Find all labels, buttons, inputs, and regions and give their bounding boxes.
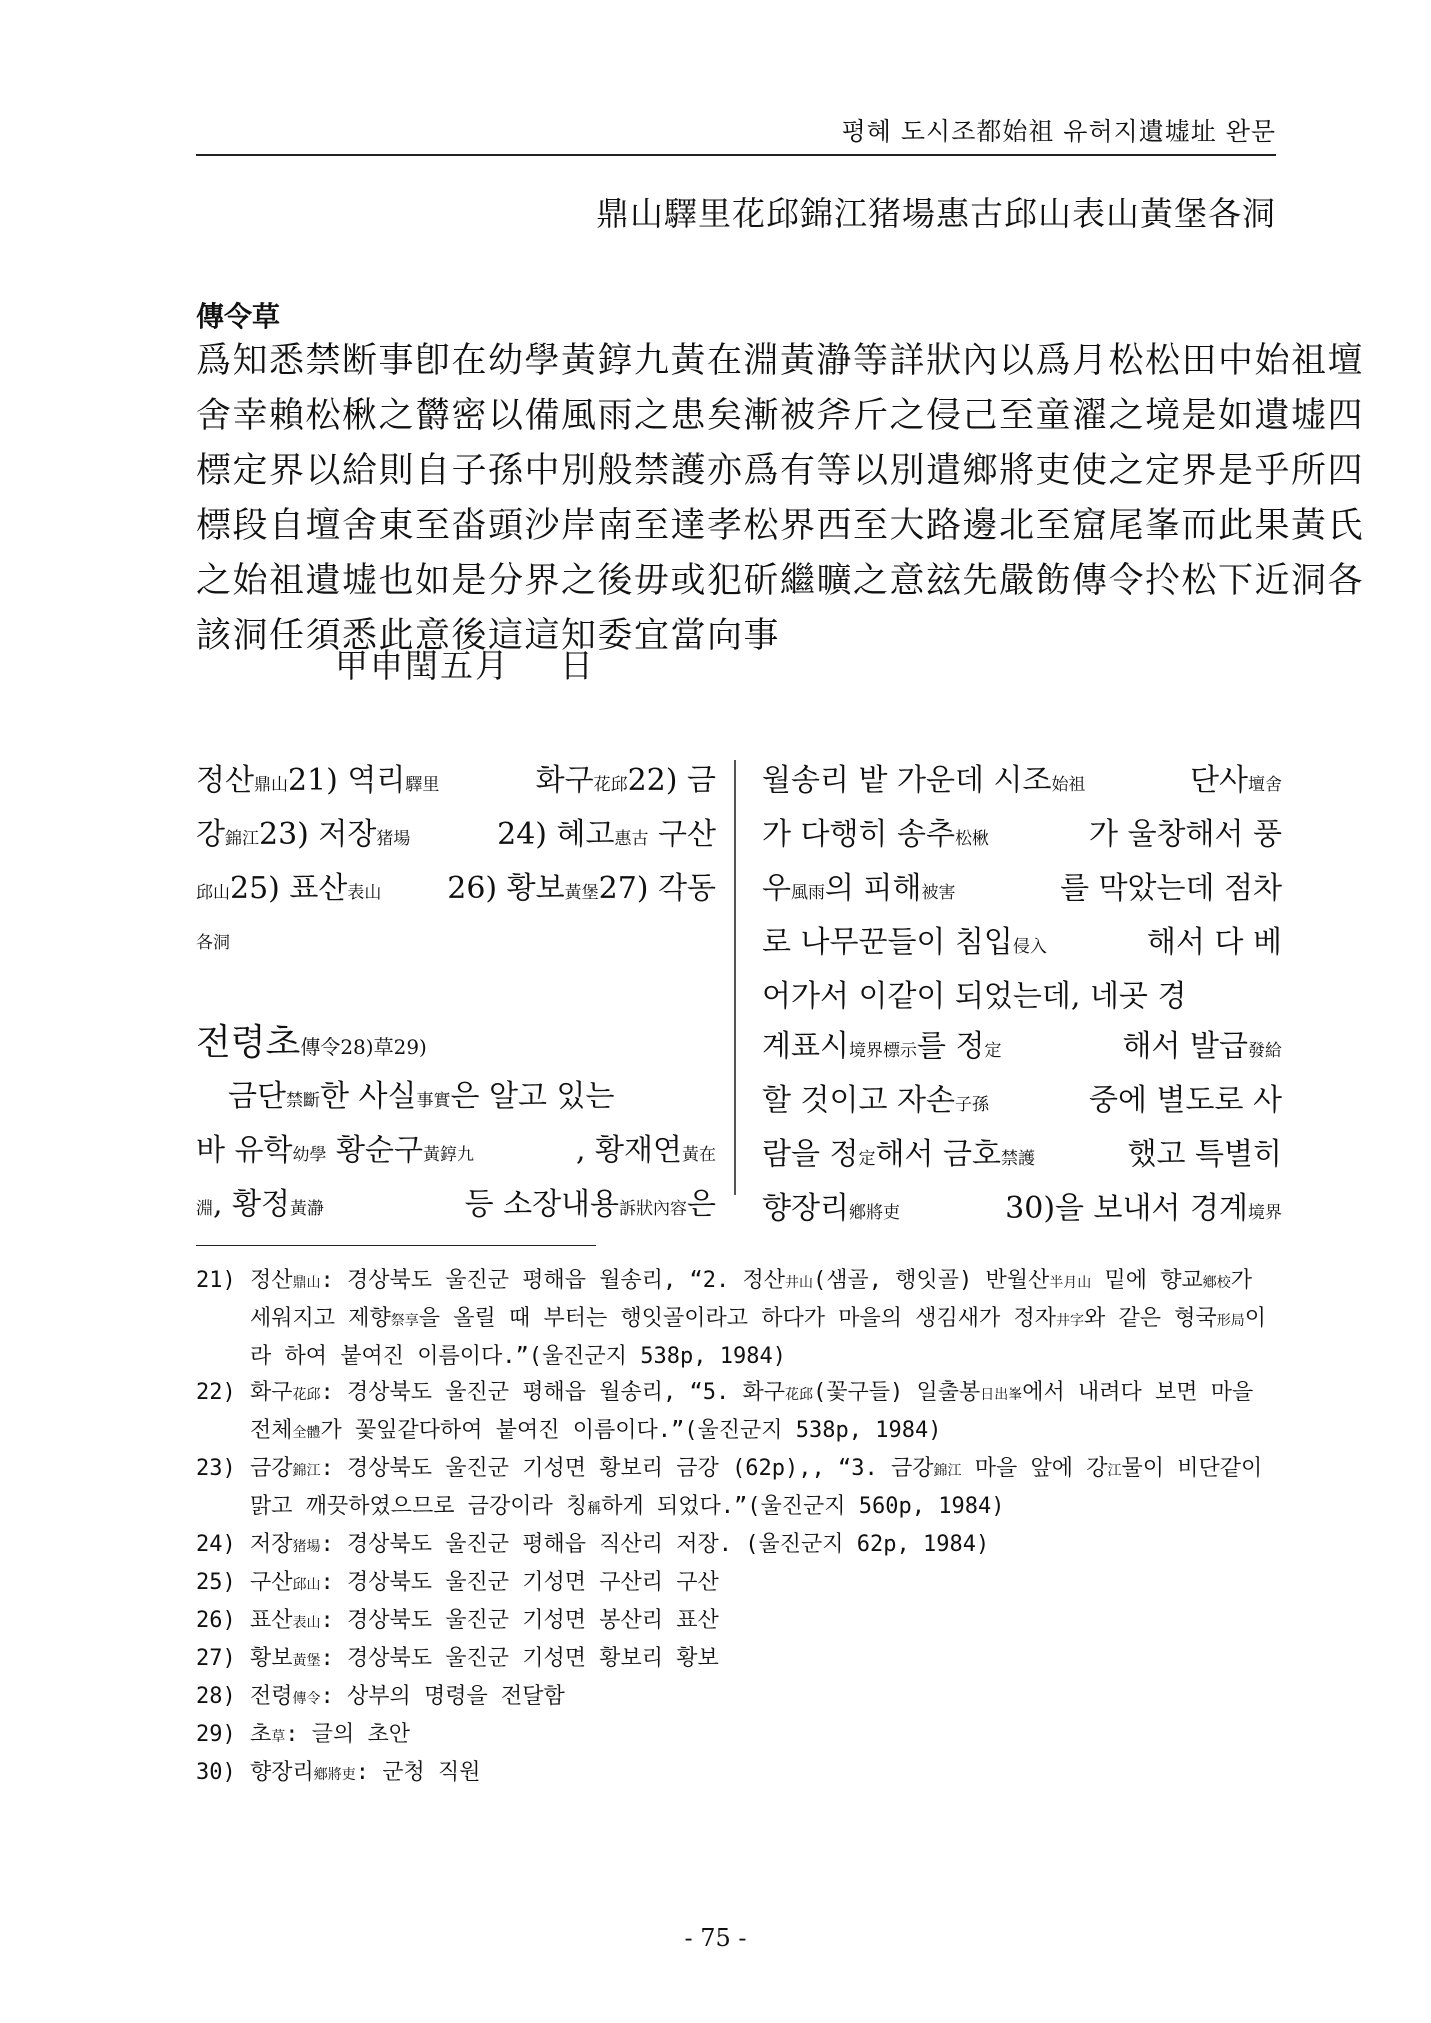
- original-line: 該洞任須悉此意後這這知委宜當向事: [196, 616, 781, 656]
- page-number: - 75 -: [684, 1924, 747, 1952]
- translation-line: 강錦江23) 저장猪場 24) 혜고惠古 구산: [196, 817, 716, 852]
- translation-line: 향장리鄕將吏 30)을 보내서 경계境界: [762, 1191, 1282, 1226]
- footnote-text: 저장猪場: 경상북도 울진군 평해읍 직산리 저장. (울진군지 62p, 1984): [250, 1532, 990, 1557]
- footnote: [196, 1755, 1286, 1793]
- footnote-text: 전령傳令: 상부의 명령을 전달함: [250, 1684, 565, 1709]
- original-title: 傳令草: [196, 300, 281, 333]
- footnote-text: 표산表山: 경상북도 울진군 기성면 봉산리 표산: [250, 1608, 719, 1633]
- footnote: [196, 1641, 1286, 1679]
- footnote-number: 28): [196, 1684, 236, 1709]
- translation-line: 邱山25) 표산表山 26) 황보黃堡27) 각동: [196, 871, 716, 906]
- translation-line: 어가서 이같이 되었는데, 네곳 경: [762, 979, 1187, 1014]
- translation-line: 各洞: [196, 933, 230, 953]
- footnote-number: 29): [196, 1722, 236, 1747]
- original-line: 舍幸賴松楸之欝密以備風雨之患矣漸被斧斤之侵己至童濯之境是如遺墟四: [196, 396, 1365, 436]
- translation-line: 계표시境界標示를 정定 해서 발급發給: [762, 1029, 1282, 1064]
- translation-left-column: [196, 756, 716, 1234]
- footnote-text: 초草: 글의 초안: [250, 1722, 411, 1747]
- footnote: [196, 1603, 1286, 1641]
- translation-line: 정산鼎山21) 역리驛里 화구花邱22) 금: [196, 763, 716, 798]
- column-divider: [734, 760, 736, 1195]
- original-body: [196, 334, 1365, 664]
- original-date: 甲申閏五月 日: [335, 646, 595, 685]
- footnotes: [196, 1263, 1286, 1793]
- footnote: [196, 1451, 1286, 1527]
- translation-line: 할 것이고 자손子孫 중에 별도로 사: [762, 1083, 1282, 1118]
- translation-line: 로 나무꾼들이 침입侵入 해서 다 베: [762, 925, 1282, 960]
- footnote: [196, 1565, 1286, 1603]
- footnote-number: 23): [196, 1456, 236, 1481]
- footnote: [196, 1679, 1286, 1717]
- translation-line: 람을 정定해서 금호禁護 했고 특별히: [762, 1137, 1282, 1172]
- original-line: 之始祖遺墟也如是分界之後毋或犯斫繼曠之意玆先嚴飭傳令扵松下近洞各: [196, 561, 1365, 601]
- translation-line: 우風雨의 피해被害 를 막았는데 점차: [762, 871, 1282, 906]
- original-line: 標段自壇舍東至畓頭沙岸南至達孝松界西至大路邊北至窟尾峯而此果黃氏: [196, 506, 1365, 546]
- header-rule: [196, 154, 1276, 156]
- footnote-number: 25): [196, 1570, 236, 1595]
- footnote-number: 24): [196, 1532, 236, 1557]
- translation-right-column: [762, 756, 1282, 1238]
- village-list-line: 鼎山驛里花邱錦江猪場惠古邱山表山黃堡各洞: [596, 194, 1276, 233]
- footnote: [196, 1527, 1286, 1565]
- footnote-number: 21): [196, 1268, 236, 1293]
- footnote-text: 정산鼎山: 경상북도 울진군 평해읍 월송리, “2. 정산井山(샘골, 행잇골) 반월산半月山 밑에 향교鄕校가 세워지고 제향祭享을 올릴 때 부터는 행잇골이라고 하다가 마을의 생김새가 정자井字와 같은 형국形局이라 하여 붙여진 이름이다.”(울진군지 538p, 1984): [250, 1268, 1267, 1369]
- footnote-text: 금강錦江: 경상북도 울진군 기성면 황보리 금강 (62p),, “3. 금강錦江 마을 앞에 강江물이 비단같이 맑고 깨끗하였으므로 금강이라 칭稱하게 되었다.”(울진군지 560p, 1984): [250, 1456, 1263, 1519]
- footnote-number: 30): [196, 1760, 236, 1785]
- running-header: 평혜 도시조都始祖 유허지遺墟址 완문: [841, 117, 1276, 146]
- footnote-rule: [196, 1245, 596, 1246]
- footnote: [196, 1375, 1286, 1451]
- translation-line: 바 유학幼學 황순구黃錞九 , 황재연黃在: [196, 1133, 716, 1168]
- footnote: [196, 1263, 1286, 1375]
- translation-section-title: 전령초傳令28)草29): [196, 1022, 427, 1063]
- translation-line: 월송리 밭 가운데 시조始祖 단사壇舍: [762, 763, 1282, 798]
- original-line: 爲知悉禁断事卽在幼學黃錞九黃在淵黃瀞等詳狀內以爲月松松田中始祖壇: [196, 341, 1365, 381]
- footnote-text: 황보黃堡: 경상북도 울진군 기성면 황보리 황보: [250, 1646, 719, 1671]
- translation-line: 淵, 황정黃瀞 등 소장내용訴狀內容은: [196, 1187, 716, 1222]
- footnote-number: 27): [196, 1646, 236, 1671]
- translation-line: 가 다행히 송추松楸 가 울창해서 풍: [762, 817, 1282, 852]
- footnote-text: 향장리鄕將吏: 군청 직원: [250, 1760, 481, 1785]
- footnote-text: 구산邱山: 경상북도 울진군 기성면 구산리 구산: [250, 1570, 719, 1595]
- footnote-number: 22): [196, 1380, 236, 1405]
- footnote-number: 26): [196, 1608, 236, 1633]
- footnote: [196, 1717, 1286, 1755]
- original-line: 標定界以給則自子孫中別般禁護亦爲有等以別遣鄉將吏使之定界是乎所四: [196, 451, 1365, 491]
- translation-line: 금단禁斷한 사실事實은 알고 있는: [228, 1079, 615, 1114]
- footnote-text: 화구花邱: 경상북도 울진군 평해읍 월송리, “5. 화구花邱(꽃구들) 일출봉日出峯에서 내려다 보면 마을 전체全體가 꽃잎같다하여 붙여진 이름이다.”(울진군지 538p, 1984): [250, 1380, 1254, 1443]
